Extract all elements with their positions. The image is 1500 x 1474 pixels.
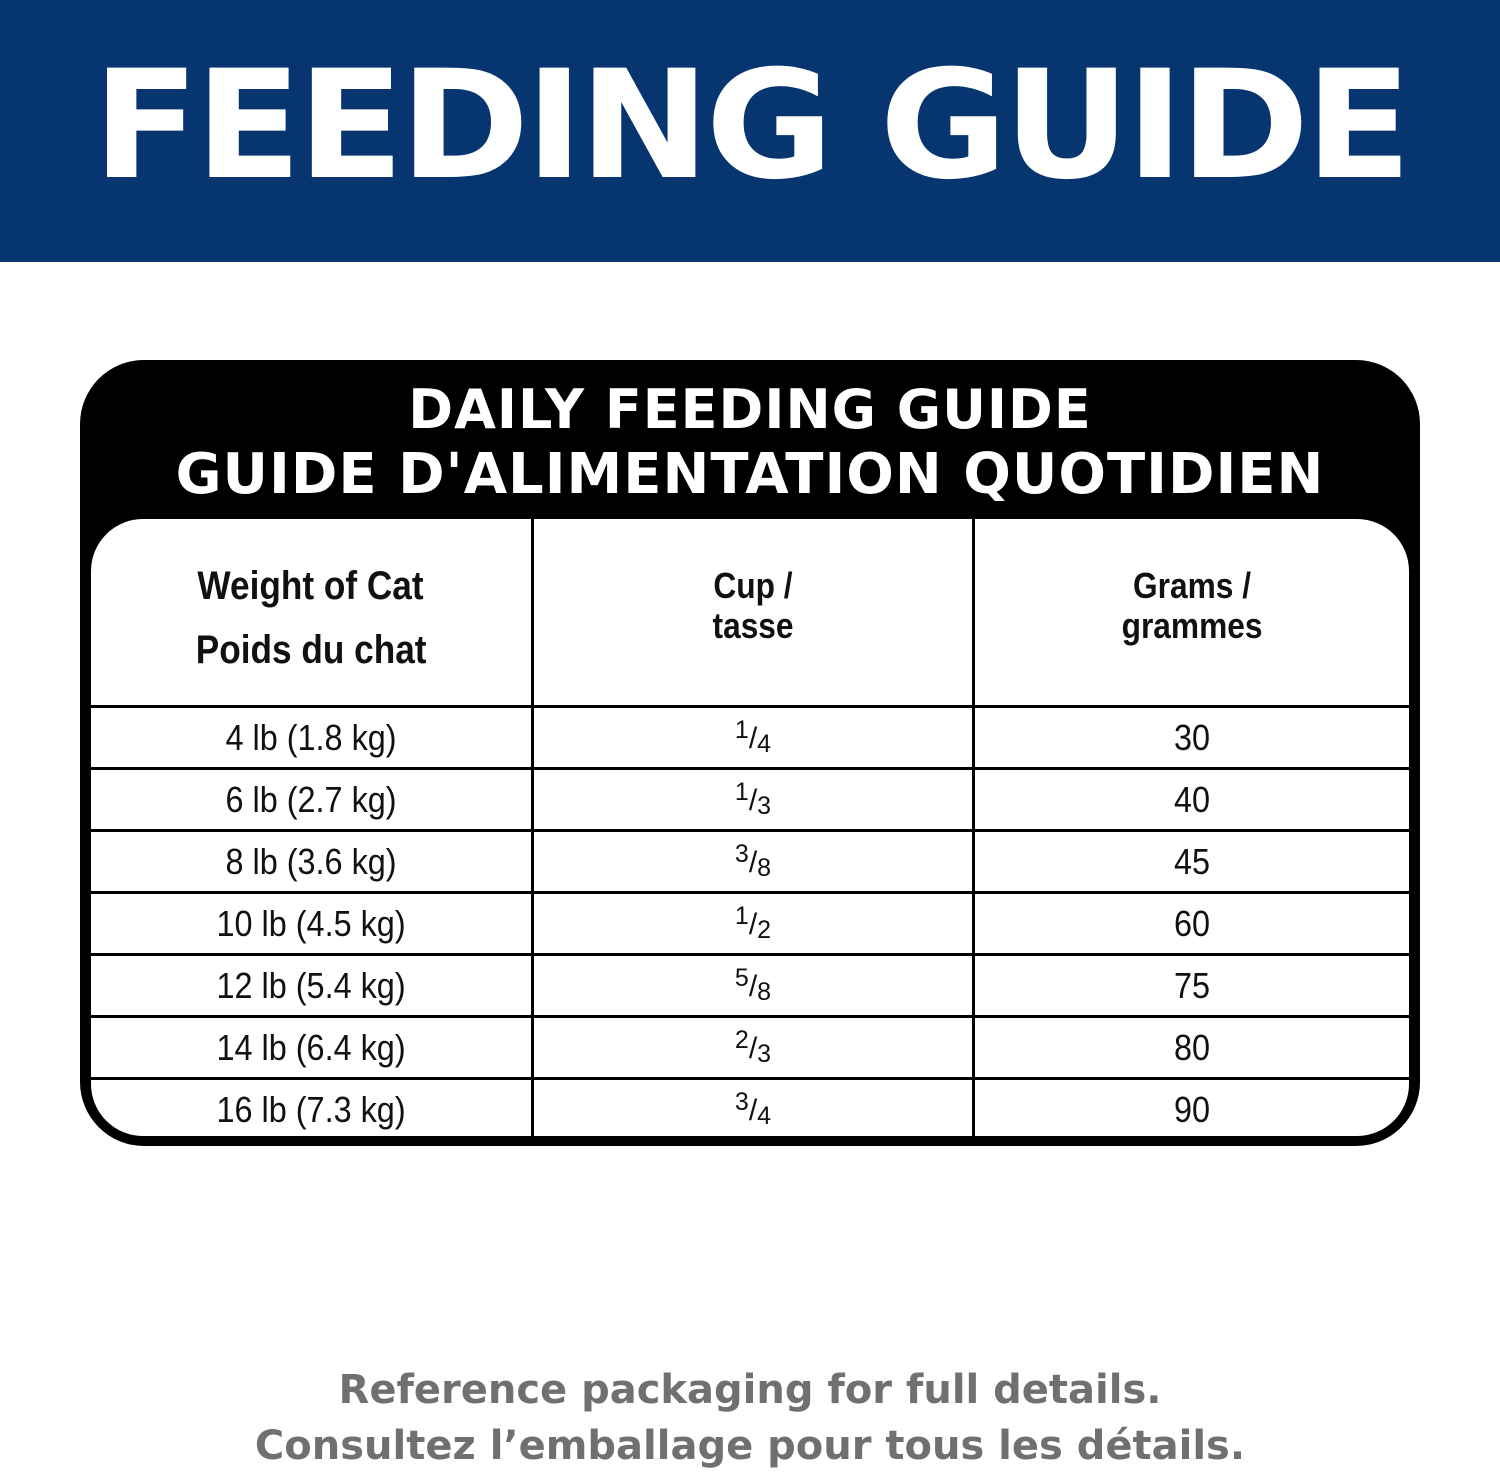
cup-cell xyxy=(534,1080,972,1136)
row-divider xyxy=(91,1015,1409,1018)
weight-cell xyxy=(91,708,531,767)
footer-note-french: Consultez l’emballage pour tous les détails. xyxy=(254,1423,1246,1469)
cup-fraction: 1/3 xyxy=(734,778,772,820)
cup-fraction: 1/4 xyxy=(734,716,772,758)
header-banner xyxy=(0,0,1500,262)
card-title-english: DAILY FEEDING GUIDE xyxy=(408,378,1092,441)
feeding-table xyxy=(91,519,1409,1136)
weight-cell xyxy=(91,1018,531,1077)
weight-value: 10 lb (4.5 kg) xyxy=(216,902,406,944)
grams-cell xyxy=(975,832,1409,891)
cup-fraction: 3/4 xyxy=(734,1088,772,1130)
feeding-guide-card xyxy=(80,360,1420,1146)
grams-value: 60 xyxy=(1173,902,1211,944)
row-divider xyxy=(91,767,1409,770)
weight-value: 4 lb (1.8 kg) xyxy=(225,716,397,758)
table-row xyxy=(91,708,1409,767)
header-weight-french: Poids du chat xyxy=(195,628,427,672)
grams-cell xyxy=(975,708,1409,767)
grams-value: 75 xyxy=(1173,964,1211,1006)
cup-fraction: 3/8 xyxy=(734,840,772,882)
header-cup-english: Cup / xyxy=(713,565,793,606)
cup-cell xyxy=(534,1018,972,1077)
weight-cell xyxy=(91,770,531,829)
cup-cell xyxy=(534,956,972,1015)
header-cup xyxy=(534,519,972,699)
header-weight xyxy=(91,525,531,711)
table-row xyxy=(91,832,1409,891)
column-divider xyxy=(531,519,534,1136)
weight-cell xyxy=(91,894,531,953)
header-weight-english: Weight of Cat xyxy=(197,564,425,608)
row-divider xyxy=(91,1077,1409,1080)
cup-cell xyxy=(534,770,972,829)
page-title: FEEDING GUIDE xyxy=(92,39,1408,213)
table-row xyxy=(91,894,1409,953)
table-row xyxy=(91,1018,1409,1077)
cup-fraction: 5/8 xyxy=(734,964,772,1006)
grams-cell xyxy=(975,1080,1409,1136)
row-divider xyxy=(91,953,1409,956)
cup-fraction: 1/2 xyxy=(734,902,772,944)
weight-value: 14 lb (6.4 kg) xyxy=(216,1026,406,1068)
footer-note-english: Reference packaging for full details. xyxy=(338,1367,1162,1413)
table-row xyxy=(91,770,1409,829)
grams-value: 40 xyxy=(1173,778,1211,820)
row-divider xyxy=(91,829,1409,832)
header-grams-english: Grams / xyxy=(1132,565,1251,606)
grams-cell xyxy=(975,770,1409,829)
column-divider xyxy=(972,519,975,1136)
weight-cell xyxy=(91,956,531,1015)
grams-cell xyxy=(975,956,1409,1015)
header-cup-french: tasse xyxy=(712,605,794,646)
cup-fraction: 2/3 xyxy=(734,1026,772,1068)
cup-cell xyxy=(534,708,972,767)
grams-value: 30 xyxy=(1173,716,1211,758)
grams-value: 90 xyxy=(1173,1088,1211,1130)
header-grams-french: grammes xyxy=(1121,605,1263,646)
footer-note xyxy=(0,1362,1500,1474)
header-grams xyxy=(975,519,1409,699)
grams-value: 80 xyxy=(1173,1026,1211,1068)
grams-cell xyxy=(975,1018,1409,1077)
weight-value: 8 lb (3.6 kg) xyxy=(225,840,397,882)
card-title-french: GUIDE D'ALIMENTATION QUOTIDIEN xyxy=(175,442,1325,507)
weight-value: 16 lb (7.3 kg) xyxy=(216,1088,406,1130)
cup-cell xyxy=(534,832,972,891)
cup-cell xyxy=(534,894,972,953)
weight-cell xyxy=(91,1080,531,1136)
grams-value: 45 xyxy=(1173,840,1211,882)
weight-value: 6 lb (2.7 kg) xyxy=(225,778,397,820)
row-divider xyxy=(91,705,1409,708)
card-title xyxy=(80,378,1420,508)
weight-value: 12 lb (5.4 kg) xyxy=(216,964,406,1006)
table-row xyxy=(91,1080,1409,1136)
table-row xyxy=(91,956,1409,1015)
weight-cell xyxy=(91,832,531,891)
row-divider xyxy=(91,891,1409,894)
grams-cell xyxy=(975,894,1409,953)
